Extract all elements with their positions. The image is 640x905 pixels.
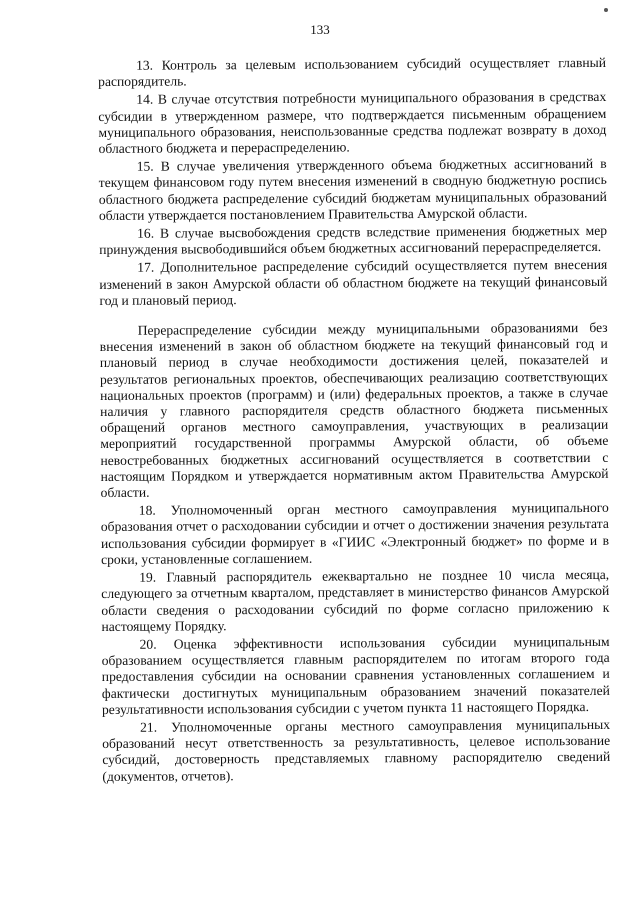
paragraph-17: 17. Дополнительное распределение субсидий осуществляется путем внесения изменений в закон Амурской области об областном бюджете на текущий финансовый год и плановый период. (99, 257, 608, 308)
paragraph-16: 16. В случае высвобождения средств вследствие применения бюджетных мер принуждения высвободившийся объем бюджетных ассигнований перераспределяется. (99, 222, 608, 258)
page-number: 133 (310, 22, 330, 37)
paragraph-21: 21. Уполномоченные органы местного самоуправления муниципальных образований несут ответственность за результативность, целевое использование субсидий, достоверность представляемых главному распорядителю сведений (документов, отчетов). (102, 716, 611, 784)
paragraph-13: 13. Контроль за целевым использованием субсидий осуществляет главный распорядитель. (98, 54, 607, 90)
paragraph-20: 20. Оценка эффективности использования субсидии муниципальным образованием осуществляется главным распорядителем по итогам второго года предоставления субсидии на основании сравнения установленных соглашением и фактически достигнутых муниципальным образованием значений показателей результативности использования субсидии с учетом пункта 11 настоящего Порядка. (101, 633, 610, 717)
paragraph-15: 15. В случае увеличения утвержденного объема бюджетных ассигнований в текущем финансовом году путем внесения изменений в сводную бюджетную роспись областного бюджета распределение субсидий бюджетам муниципальных образований области утверждается постановлением Правительства Амурской области. (98, 156, 607, 223)
paragraph-19: 19. Главный распорядитель ежеквартально не позднее 10 числа месяца, следующего за отчетным кварталом, представляет в министерство финансов Амурской области сведения о расходовании субсидий по форме согласно приложению к настоящему Порядку. (101, 566, 610, 634)
paragraph-18: 18. Уполномоченный орган местного самоуправления муниципального образования отчет о расходовании субсидии и отчет о достижении значения результата использования субсидии формирует в «ГИИС «Электронный бюджет» по форме и в сроки, установленные соглашением. (100, 500, 610, 567)
paragraph-17-redistribution: Перераспределение субсидии между муниципальными образованиями без внесения изменений в закон об областном бюджете на текущий финансовый год и плановый период в случае необходимости достижения целей, показателей и результатов региональных проектов, обеспечивающих реализацию соответствующих национальных проектов (программ) и (или) федеральных проектов, а также в случае наличия у главного распорядителя средств областного бюджета письменных обращений органов местного самоуправления, участвующих в реализации мероприятий государственной программы Амурской области, об объеме невостребованных бюджетных ассигнований осуществляется в соответствии с настоящим Порядком и утверждается нормативным актом Правительства Амурской области. (99, 319, 609, 501)
paragraph-14: 14. В случае отсутствия потребности муниципального образования в средствах субсидии в утвержденном размере, что подтверждается письменным обращением муниципального образования, неиспользованные средства подлежат возврату в доход областного бюджета и перераспределению. (98, 89, 607, 157)
scan-speck (604, 8, 608, 12)
document-body (98, 55, 610, 787)
